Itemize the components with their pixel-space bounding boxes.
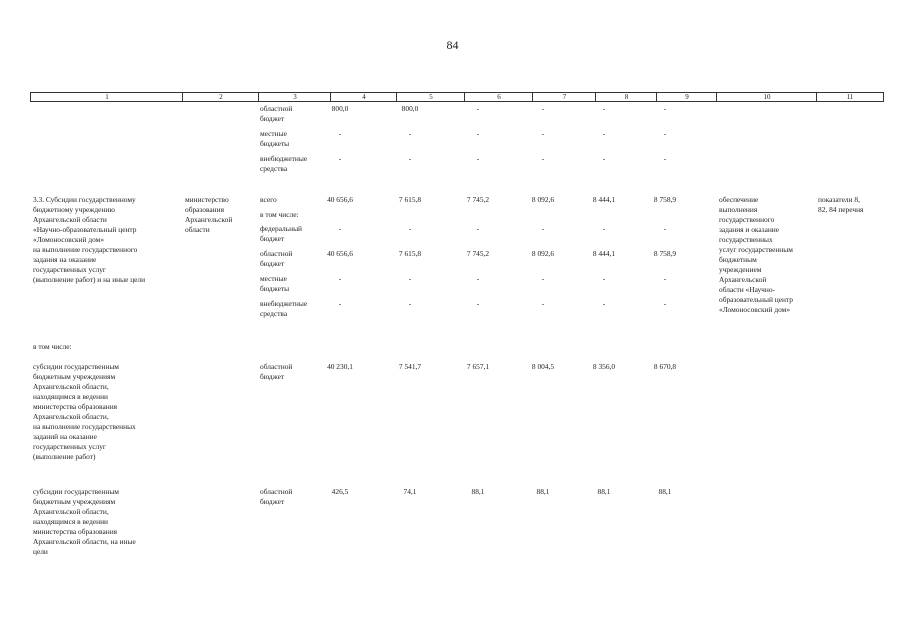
sub2-value-col7: 88,1 <box>536 487 550 496</box>
item-3-3-row-value-col8: - <box>602 274 606 283</box>
top-row-value-col8: - <box>602 129 606 138</box>
header-col-10: 10 <box>716 92 817 102</box>
item-3-3-row-value-col9: - <box>663 224 667 233</box>
item-3-3-row-value-col7: - <box>541 274 545 283</box>
item-3-3-row-label: федеральный бюджет <box>260 224 302 243</box>
top-row-value-col5: - <box>408 154 412 163</box>
sub1-value-col4: 40 230,1 <box>327 362 353 371</box>
item-3-3-row-label: областной бюджет <box>260 249 293 268</box>
item-3-3-row-value-col8: 8 444,1 <box>592 195 616 204</box>
item-3-3-row-value-col5: 7 615,8 <box>398 195 422 204</box>
header-col-5: 5 <box>396 92 465 102</box>
sub1-value-col5: 7 541,7 <box>398 362 422 371</box>
sub2-name: субсидии государственным бюджетным учреждениям Архангельской области, находящимся в ведении министерства образования Архангельской области, на иные цели <box>33 487 136 556</box>
item-3-3-indicators: показатели 8, 82, 84 перечня <box>818 195 864 214</box>
top-row-label: местные бюджеты <box>260 129 290 148</box>
item-3-3-result: обеспечение выполнения государственного задания и оказание государственных услуг государственным бюджетным учреждением Архангельской области «Научно- образовательный центр «Ломоносовский дом» <box>719 195 793 314</box>
sub2-value-col4: 426,5 <box>331 487 349 496</box>
top-row-value-col6: - <box>476 104 480 113</box>
top-row-value-col6: - <box>476 129 480 138</box>
sub1-value-col9: 8 670,8 <box>653 362 677 371</box>
top-row-value-col9: - <box>663 129 667 138</box>
item-3-3-row-label: в том числе: <box>260 210 299 219</box>
header-col-4: 4 <box>330 92 397 102</box>
sub2-value-col5: 74,1 <box>403 487 417 496</box>
top-row-value-col9: - <box>663 104 667 113</box>
top-row-label: областной бюджет <box>260 104 293 123</box>
item-3-3-row-value-col4: - <box>338 299 342 308</box>
item-3-3-row-value-col5: - <box>408 224 412 233</box>
top-row-value-col8: - <box>602 154 606 163</box>
item-3-3-row-label: местные бюджеты <box>260 274 290 293</box>
item-3-3-row-value-col5: - <box>408 274 412 283</box>
header-col-11: 11 <box>816 92 884 102</box>
item-3-3-executor: министерство образования Архангельской области <box>185 195 233 234</box>
header-col-9: 9 <box>656 92 717 102</box>
header-col-8: 8 <box>595 92 657 102</box>
item-3-3-row-value-col4: 40 656,6 <box>327 249 353 258</box>
including-label: в том числе: <box>33 342 72 351</box>
item-3-3-row-value-col9: 8 758,9 <box>653 195 677 204</box>
top-row-value-col5: - <box>408 129 412 138</box>
item-3-3-row-value-col9: - <box>663 274 667 283</box>
item-3-3-row-value-col6: - <box>476 224 480 233</box>
item-3-3-row-value-col4: - <box>338 224 342 233</box>
sub1-value-col7: 8 004,5 <box>531 362 555 371</box>
top-row-value-col8: - <box>602 104 606 113</box>
item-3-3-row-value-col6: - <box>476 274 480 283</box>
sub1-name: субсидии государственным бюджетным учреждениям Архангельской области, находящимся в ведении министерства образования Архангельской области, на выполнение государственных заданий на оказание государственных услуг (выполнение работ) <box>33 362 136 461</box>
item-3-3-row-value-col8: - <box>602 224 606 233</box>
item-3-3-row-value-col9: 8 758,9 <box>653 249 677 258</box>
item-3-3-row-value-col8: 8 444,1 <box>592 249 616 258</box>
item-3-3-name: 3.3. Субсидии государственному бюджетному учреждению Архангельской области «Научно-образовательный центр «Ломоносовский дом» на выполнение государственного задания на оказание государственных услуг (выполнение работ) и на иные цели <box>33 195 146 284</box>
item-3-3-row-label: внебюджетные средства <box>260 299 308 318</box>
sub1-value-col6: 7 657,1 <box>466 362 490 371</box>
item-3-3-row-value-col5: - <box>408 299 412 308</box>
sub1-label: областной бюджет <box>260 362 293 381</box>
top-row-value-col7: - <box>541 154 545 163</box>
sub1-value-col8: 8 356,0 <box>592 362 616 371</box>
item-3-3-row-value-col4: - <box>338 274 342 283</box>
top-row-value-col9: - <box>663 154 667 163</box>
top-row-value-col7: - <box>541 129 545 138</box>
item-3-3-row-value-col8: - <box>602 299 606 308</box>
item-3-3-row-label: всего <box>260 195 277 204</box>
top-row-value-col4: - <box>338 154 342 163</box>
item-3-3-row-value-col7: - <box>541 299 545 308</box>
header-col-3: 3 <box>258 92 331 102</box>
sub2-value-col8: 88,1 <box>597 487 611 496</box>
page-number: 84 <box>446 38 459 52</box>
item-3-3-row-value-col4: 40 656,6 <box>327 195 353 204</box>
top-row-value-col4: 800,0 <box>331 104 349 113</box>
sub2-value-col9: 88,1 <box>658 487 672 496</box>
header-col-6: 6 <box>464 92 533 102</box>
top-row-value-col6: - <box>476 154 480 163</box>
top-row-value-col7: - <box>541 104 545 113</box>
item-3-3-row-value-col7: 8 092,6 <box>531 249 555 258</box>
table-header <box>30 92 884 102</box>
top-row-value-col5: 800,0 <box>401 104 419 113</box>
sub2-value-col6: 88,1 <box>471 487 485 496</box>
item-3-3-row-value-col9: - <box>663 299 667 308</box>
item-3-3-row-value-col5: 7 615,8 <box>398 249 422 258</box>
item-3-3-row-value-col7: - <box>541 224 545 233</box>
item-3-3-row-value-col6: - <box>476 299 480 308</box>
header-col-7: 7 <box>532 92 596 102</box>
item-3-3-row-value-col6: 7 745,2 <box>466 249 490 258</box>
header-col-1: 1 <box>30 92 183 102</box>
top-row-value-col4: - <box>338 129 342 138</box>
sub2-label: областной бюджет <box>260 487 293 506</box>
item-3-3-row-value-col7: 8 092,6 <box>531 195 555 204</box>
top-row-label: внебюджетные средства <box>260 154 308 173</box>
item-3-3-row-value-col6: 7 745,2 <box>466 195 490 204</box>
header-col-2: 2 <box>182 92 259 102</box>
